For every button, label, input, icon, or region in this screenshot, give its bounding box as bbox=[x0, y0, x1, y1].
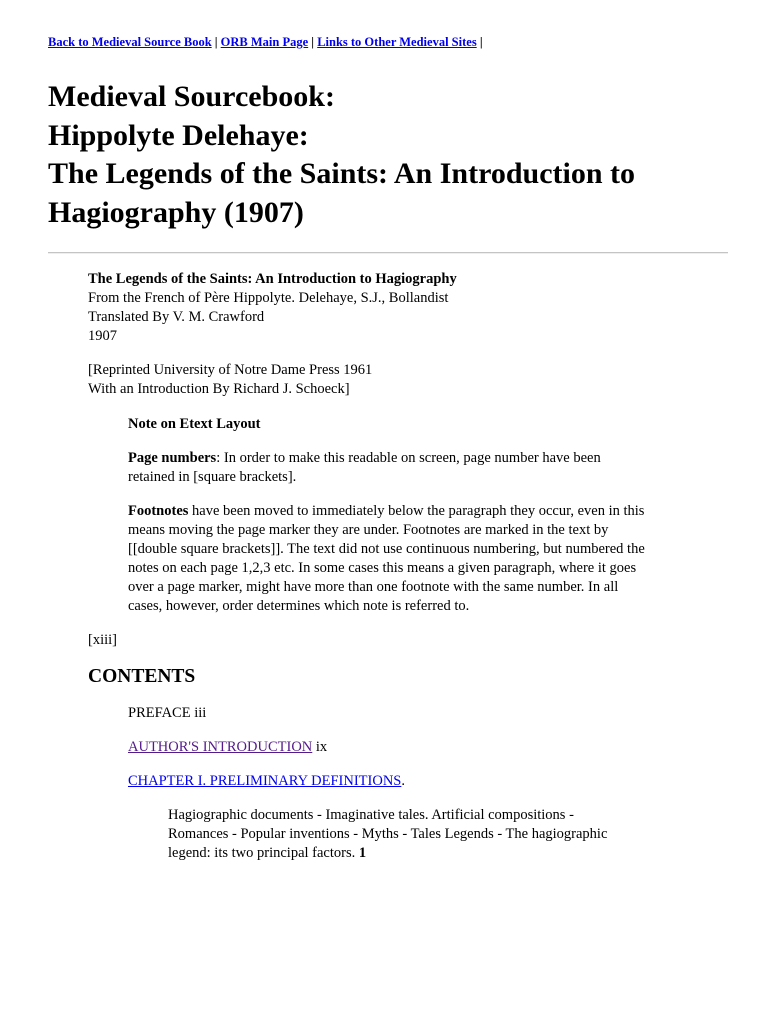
nav-bar bbox=[48, 33, 728, 51]
contents-intro-item bbox=[128, 738, 728, 757]
year-line: 1907 bbox=[88, 328, 117, 344]
orb-main-page-link[interactable]: ORB Main Page bbox=[220, 35, 309, 49]
note-section bbox=[128, 415, 648, 616]
contents-chapter1-item bbox=[128, 772, 728, 791]
header-block bbox=[88, 270, 728, 399]
page-marker: [xiii] bbox=[88, 632, 117, 648]
footnotes-text: have been moved to immediately below the paragraph they occur, even in this means moving the page marker they are under. Footnotes are marked in the text by [[double square brackets]]. The text did not use continuous numbering, but numbered the notes on each page 1,2,3 etc. In some cases this means a given paragraph, where it goes over a page marker, might have more than one footnote with the same number. In all cases, however, order determines which note is referred to. bbox=[128, 503, 645, 614]
reprint-line-1: [Reprinted University of Notre Dame Press 1961 bbox=[88, 362, 373, 378]
back-to-source-book-link[interactable]: Back to Medieval Source Book bbox=[48, 35, 212, 49]
chapter-1-description bbox=[168, 806, 618, 863]
page-title bbox=[48, 78, 728, 232]
title-line-3: The Legends of the Saints: An Introduction to Hagiography (1907) bbox=[48, 157, 636, 229]
reprint-line-2: With an Introduction By Richard J. Schoeck] bbox=[88, 381, 350, 397]
page-numbers-text: : In order to make this readable on screen, page number have been retained in [square brackets]. bbox=[128, 450, 601, 485]
contents-list bbox=[128, 704, 728, 791]
authors-introduction-link[interactable]: AUTHOR'S INTRODUCTION bbox=[128, 739, 313, 755]
other-medieval-sites-link[interactable]: Links to Other Medieval Sites bbox=[317, 35, 477, 49]
translator-line: Translated By V. M. Crawford bbox=[88, 309, 265, 325]
nav-separator: | bbox=[479, 35, 483, 49]
chapter-1-tail: . bbox=[401, 773, 405, 789]
page-numbers-label: Page numbers bbox=[128, 450, 217, 466]
intro-page-number: ix bbox=[312, 739, 328, 755]
chapter-1-page-number: 1 bbox=[358, 845, 367, 861]
nav-separator: | bbox=[311, 35, 315, 49]
title-line-2: Hippolyte Delehaye: bbox=[48, 118, 309, 152]
contents-preface: PREFACE iii bbox=[128, 705, 207, 721]
chapter-1-desc-text: Hagiographic documents - Imaginative tales. Artificial compositions - Romances - Popular inventions - Myths - Tales Legends - The hagiographic legend: its two principal factors. bbox=[168, 807, 608, 861]
chapter-1-link[interactable]: CHAPTER I. PRELIMINARY DEFINITIONS bbox=[128, 773, 402, 789]
book-title: The Legends of the Saints: An Introduction to Hagiography bbox=[88, 271, 457, 287]
from-line: From the French of Père Hippolyte. Delehaye, S.J., Bollandist bbox=[88, 290, 449, 306]
title-line-1: Medieval Sourcebook: bbox=[48, 80, 335, 113]
nav-separator: | bbox=[214, 35, 218, 49]
footnotes-label: Footnotes bbox=[128, 503, 189, 519]
contents-heading: CONTENTS bbox=[88, 666, 196, 687]
note-heading: Note on Etext Layout bbox=[128, 416, 261, 432]
divider bbox=[48, 252, 728, 254]
